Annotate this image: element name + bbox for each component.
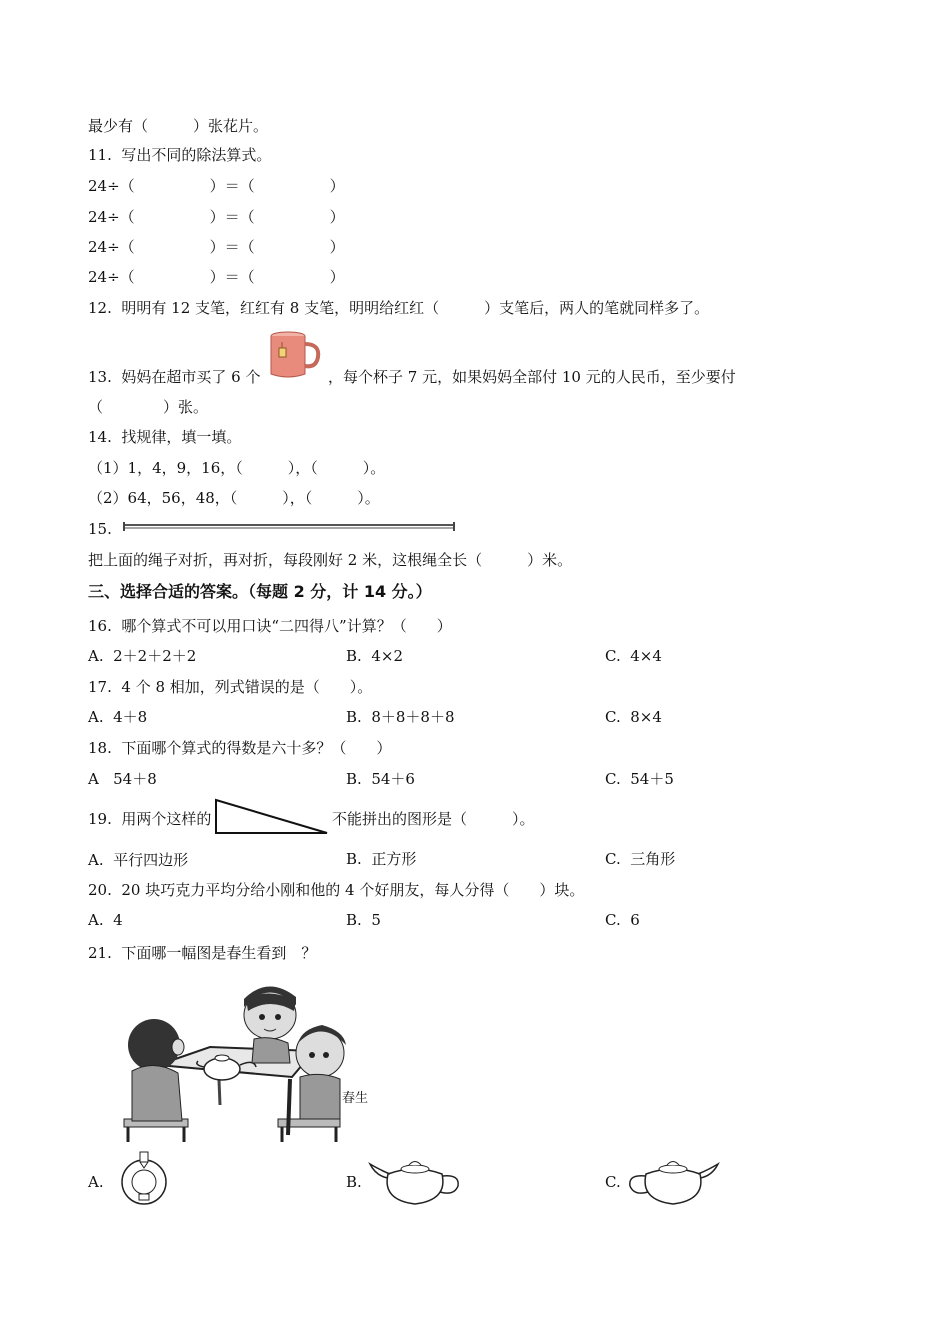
q20-option-a[interactable]: A. 4: [88, 911, 123, 929]
q20-option-c[interactable]: C. 6: [605, 911, 640, 929]
q14-part-1: （1）1，4，9，16，（ ），（ ）。: [88, 459, 386, 477]
q19-option-b[interactable]: B. 正方形: [346, 850, 417, 868]
q18-option-a[interactable]: A 54＋8: [88, 770, 157, 788]
q14-stem: 14. 找规律，填一填。: [88, 428, 242, 446]
q16-option-b[interactable]: B. 4×2: [346, 647, 403, 665]
q17-option-c[interactable]: C. 8×4: [605, 708, 662, 726]
q21-option-a[interactable]: A.: [88, 1173, 104, 1191]
q11-row-3: 24÷（ ）＝（ ）: [88, 238, 345, 256]
q15-number: 15.: [88, 520, 112, 538]
q17-option-b[interactable]: B. 8＋8＋8＋8: [346, 708, 455, 726]
q11-row-1: 24÷（ ）＝（ ）: [88, 177, 345, 195]
q13-stem-b: ，每个杯子 7 元，如果妈妈全部付 10 元的人民币，至少要付: [328, 368, 736, 386]
rope-icon: [120, 519, 458, 533]
q19-stem-b: 不能拼出的图形是（ ）。: [332, 810, 535, 828]
q13-stem-a: 13. 妈妈在超市买了 6 个: [88, 368, 261, 386]
q18-stem: 18. 下面哪个算式的得数是六十多？（ ）: [88, 739, 392, 757]
q13-stem-c: （ ）张。: [88, 398, 209, 416]
children-table-illustration: [118, 985, 368, 1143]
q21-option-b[interactable]: B.: [346, 1173, 362, 1191]
q11-stem: 11. 写出不同的除法算式。: [88, 146, 272, 164]
q16-option-c[interactable]: C. 4×4: [605, 647, 662, 665]
teapot-side-view-reversed-icon: [626, 1156, 720, 1206]
q21-stem: 21. 下面哪一幅图是春生看到 ？: [88, 944, 317, 962]
teapot-side-view-icon: [368, 1156, 462, 1206]
q18-option-b[interactable]: B. 54＋6: [346, 770, 415, 788]
q11-row-2: 24÷（ ）＝（ ）: [88, 208, 345, 226]
q20-option-b[interactable]: B. 5: [346, 911, 381, 929]
section-3-heading: 三、选择合适的答案。（每题 2 分，计 14 分。）: [88, 582, 432, 601]
chunsheng-label: 春生: [342, 1091, 369, 1106]
q21-option-c[interactable]: C.: [605, 1173, 621, 1191]
cup-icon: [268, 330, 322, 380]
q18-option-c[interactable]: C. 54＋5: [605, 770, 674, 788]
q19-stem-a: 19. 用两个这样的: [88, 810, 212, 828]
q17-option-a[interactable]: A. 4＋8: [88, 708, 148, 726]
q14-part-2: （2）64，56，48，（ ），（ ）。: [88, 489, 380, 507]
q16-option-a[interactable]: A. 2＋2＋2＋2: [88, 647, 197, 665]
q10-tail: 最少有（ ）张花片。: [88, 117, 269, 135]
q19-option-c[interactable]: C. 三角形: [605, 850, 676, 868]
right-triangle-icon: [215, 799, 331, 835]
q20-stem: 20. 20 块巧克力平均分给小刚和他的 4 个好朋友，每人分得（ ）块。: [88, 881, 585, 899]
q16-stem: 16. 哪个算式不可以用口诀“二四得八”计算？（ ）: [88, 617, 452, 635]
q19-option-a[interactable]: A. 平行四边形: [88, 851, 189, 869]
q12-stem: 12. 明明有 12 支笔，红红有 8 支笔，明明给红红（ ）支笔后，两人的笔就同样多了。: [88, 299, 710, 317]
q11-row-4: 24÷（ ）＝（ ）: [88, 268, 345, 286]
teapot-top-view-icon: [110, 1150, 178, 1206]
q17-stem: 17. 4 个 8 相加，列式错误的是（ ）。: [88, 678, 373, 696]
q15-text: 把上面的绳子对折，再对折，每段刚好 2 米，这根绳全长（ ）米。: [88, 551, 573, 569]
